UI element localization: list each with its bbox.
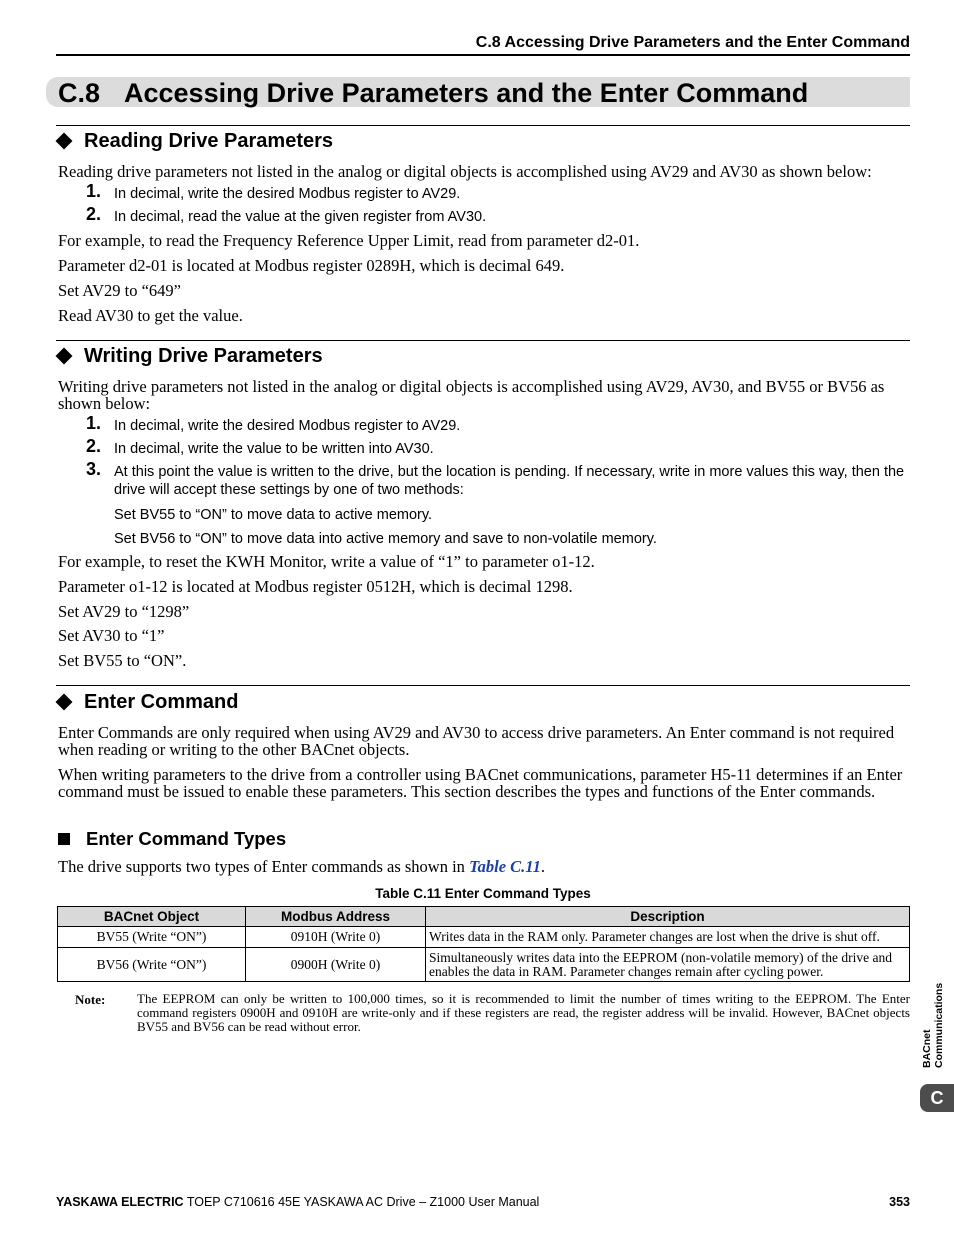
writing-para-1: For example, to reset the KWH Monitor, write a value of “1” to parameter o1-12. bbox=[58, 552, 595, 571]
section-number: C.8 bbox=[58, 78, 101, 108]
writing-para-4: Set AV30 to “1” bbox=[58, 626, 165, 645]
reading-heading bbox=[56, 129, 333, 153]
writing-para-2: Parameter o1-12 is located at Modbus register 0512H, which is decimal 1298. bbox=[58, 577, 573, 596]
writing-para-5: Set BV55 to “ON”. bbox=[58, 651, 187, 670]
reading-para-2: Parameter d2-01 is located at Modbus register 0289H, which is decimal 649. bbox=[58, 256, 565, 275]
table-row bbox=[58, 927, 910, 948]
step-text: In decimal, read the value at the given register from AV30. bbox=[114, 209, 487, 225]
step-text: In decimal, write the desired Modbus register to AV29. bbox=[114, 418, 461, 434]
step-number: 2. bbox=[86, 204, 102, 224]
diamond-bullet-icon bbox=[56, 694, 73, 711]
step-text: In decimal, write the desired Modbus register to AV29. bbox=[114, 186, 461, 202]
table-cell: BV55 (Write “ON”) bbox=[58, 927, 246, 948]
writing-heading-text: Writing Drive Parameters bbox=[84, 345, 323, 367]
intro-end: . bbox=[540, 857, 546, 876]
footer-left bbox=[56, 1195, 539, 1209]
step-number: 1. bbox=[86, 413, 102, 433]
writing-rule bbox=[56, 340, 910, 341]
running-header: C.8 Accessing Drive Parameters and the Enter Command bbox=[475, 34, 910, 51]
enter-rule bbox=[56, 685, 910, 686]
reading-para-4: Read AV30 to get the value. bbox=[58, 306, 243, 325]
step-text: In decimal, write the value to be written into AV30. bbox=[114, 441, 434, 457]
footer-doc: TOEP C710616 45E YASKAWA AC Drive – Z1000 User Manual bbox=[183, 1195, 540, 1209]
step-number: 2. bbox=[86, 436, 102, 456]
table-cell: BV56 (Write “ON”) bbox=[58, 948, 246, 982]
column-header: Description bbox=[426, 907, 910, 927]
step-number: 3. bbox=[86, 459, 102, 479]
chapter-tab: C bbox=[920, 1084, 954, 1112]
reading-para-1: For example, to read the Frequency Reference Upper Limit, read from parameter d2-01. bbox=[58, 231, 640, 250]
enter-para-2: When writing parameters to the drive from a controller using BACnet communications, parameter H5-11 determines if an Enter command must be issued to enable these parameters. This section describes the types and functions of the Enter commands. bbox=[58, 765, 903, 801]
step-text: At this point the value is written to the drive, but the location is pending. If necessary, write in more values this way, then the drive will accept these settings by one of two methods: bbox=[114, 464, 905, 498]
step-number: 1. bbox=[86, 181, 102, 201]
page-number: 353 bbox=[889, 1195, 910, 1209]
reading-step-1 bbox=[86, 181, 910, 203]
table-header-row bbox=[58, 907, 910, 927]
table-row bbox=[58, 948, 910, 982]
section-title-text: Accessing Drive Parameters and the Enter Command bbox=[124, 78, 809, 108]
header-rule bbox=[56, 54, 910, 56]
enter-heading-text: Enter Command bbox=[84, 691, 239, 713]
writing-intro: Writing drive parameters not listed in the analog or digital objects is accomplished using AV29, AV30, and BV55 or BV56 as shown below: bbox=[58, 377, 885, 413]
enter-types-intro bbox=[58, 858, 910, 875]
writing-step-1 bbox=[86, 413, 910, 435]
note-text: The EEPROM can only be written to 100,000 times, so it is recommended to limit the number of times writing to the EEPROM. The Enter command registers 0900H and 0910H are write-only and if these registers are read, the register address will be invalid. However, BACnet objects BV55 and BV56 can be read without error. bbox=[137, 991, 910, 1034]
column-header: Modbus Address bbox=[246, 907, 426, 927]
footer-brand: YASKAWA ELECTRIC bbox=[56, 1195, 184, 1209]
table-cell: Writes data in the RAM only. Parameter changes are lost when the drive is shut off. bbox=[426, 927, 910, 948]
writing-method-1: Set BV55 to “ON” to move data to active memory. bbox=[114, 507, 433, 523]
reading-step-2 bbox=[86, 204, 910, 226]
enter-types-heading bbox=[56, 827, 286, 851]
diamond-bullet-icon bbox=[56, 133, 73, 150]
enter-heading bbox=[56, 690, 238, 714]
side-tab-line-2: Communications bbox=[933, 982, 945, 1068]
column-header: BACnet Object bbox=[58, 907, 246, 927]
table-cell: 0910H (Write 0) bbox=[246, 927, 426, 948]
enter-para-1: Enter Commands are only required when using AV29 and AV30 to access drive parameters. An Enter command is not required when reading or writing to the other BACnet objects. bbox=[58, 723, 895, 759]
enter-types-heading-text: Enter Command Types bbox=[86, 828, 287, 849]
writing-para-3: Set AV29 to “1298” bbox=[58, 602, 190, 621]
square-bullet-icon bbox=[58, 833, 70, 845]
diamond-bullet-icon bbox=[56, 348, 73, 365]
enter-command-table bbox=[57, 906, 910, 982]
table-title: Table C.11 Enter Command Types bbox=[375, 886, 591, 901]
side-tab-line-1: BACnet bbox=[921, 1029, 933, 1068]
writing-heading bbox=[56, 344, 323, 368]
note-label: Note: bbox=[75, 992, 106, 1007]
side-tab-label bbox=[921, 983, 945, 1068]
section-title bbox=[58, 77, 808, 109]
reading-para-3: Set AV29 to “649” bbox=[58, 281, 181, 300]
writing-method-2: Set BV56 to “ON” to move data into active memory and save to non-volatile memory. bbox=[114, 531, 657, 547]
intro-text: The drive supports two types of Enter commands as shown in bbox=[58, 857, 470, 876]
reading-rule bbox=[56, 125, 910, 126]
table-cell: Simultaneously writes data into the EEPROM (non-volatile memory) of the drive and enables the data in RAM. Parameter changes remain after cycling power. bbox=[426, 948, 910, 982]
writing-step-3 bbox=[86, 459, 910, 499]
reading-intro: Reading drive parameters not listed in the analog or digital objects is accomplished using AV29 and AV30 as shown below: bbox=[58, 162, 872, 181]
table-cell: 0900H (Write 0) bbox=[246, 948, 426, 982]
writing-step-2 bbox=[86, 436, 910, 458]
reading-heading-text: Reading Drive Parameters bbox=[84, 130, 334, 152]
table-link[interactable]: Table C.11 bbox=[469, 857, 541, 876]
